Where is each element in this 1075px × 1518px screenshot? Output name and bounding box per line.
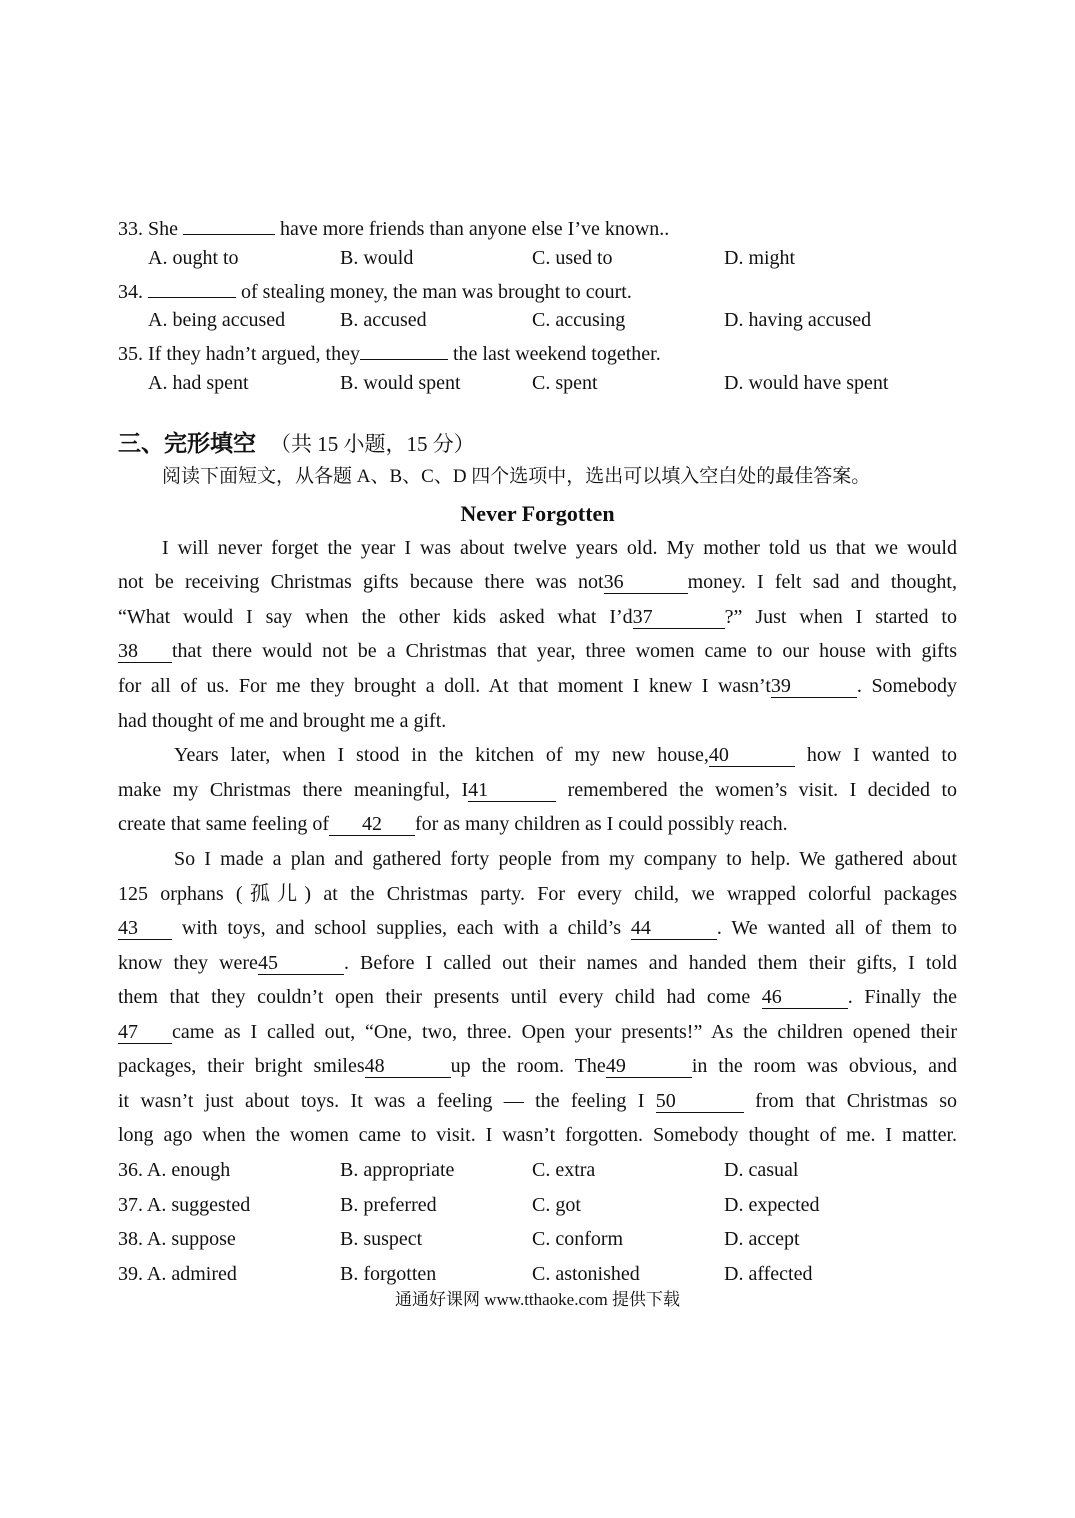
blank-40: 40 xyxy=(709,744,795,767)
passage-line xyxy=(118,880,957,908)
section-instruction: 阅读下面短文，从各题 A、B、C、D 四个选项中，选出可以填入空白处的最佳答案。 xyxy=(162,466,871,487)
section-title: 三、完形填空 xyxy=(118,431,256,456)
passage-text: “What would I say when the other kids asked what I’d xyxy=(118,606,633,628)
answer-38-option-d: D. accept xyxy=(724,1228,800,1250)
blank-48: 48 xyxy=(365,1055,451,1078)
question-34-option-b: B. accused xyxy=(340,309,427,331)
answer-38-option-c: C. conform xyxy=(532,1228,624,1250)
question-33 xyxy=(118,212,669,240)
question-33-option-d: D. might xyxy=(724,247,796,269)
passage-line xyxy=(174,845,957,873)
question-34-option-d: D. having accused xyxy=(724,309,872,331)
question-35-option-c: C. spent xyxy=(532,372,598,394)
passage-line xyxy=(118,914,957,942)
question-35-option-a: A. had spent xyxy=(148,372,249,394)
blank-46: 46 xyxy=(762,986,848,1009)
answer-36-option-c: C. extra xyxy=(532,1159,596,1181)
passage-text: long ago when the women came to visit. I wasn’t forgotten. Somebody thought of me. I matter. xyxy=(118,1124,957,1146)
passage-line xyxy=(118,1018,957,1046)
blank-41: 41 xyxy=(468,779,556,802)
question-35-blank xyxy=(360,337,448,360)
passage-line xyxy=(118,707,446,735)
answer-38-option-b: B. suspect xyxy=(340,1228,423,1250)
blank-49: 49 xyxy=(606,1055,692,1078)
question-33-stem-end: have more friends than anyone else I’ve known.. xyxy=(275,218,670,240)
answer-38-option-a: 38. A. suppose xyxy=(118,1228,236,1250)
passage-text: them that they couldn’t open their presents until every child had come xyxy=(118,986,762,1008)
question-34-stem-end: of stealing money, the man was brought to court. xyxy=(236,281,632,303)
answer-37-option-d: D. expected xyxy=(724,1194,820,1216)
blank-38: 38 xyxy=(118,640,172,663)
blank-44: 44 xyxy=(631,917,717,940)
passage-text: I will never forget the year I was about twelve years old. My mother told us that we would xyxy=(162,537,957,559)
answer-39-option-b: B. forgotten xyxy=(340,1263,437,1285)
passage-text: . We wanted all of them to xyxy=(716,917,957,939)
passage-line xyxy=(118,1052,957,1080)
blank-42: 42 xyxy=(329,813,415,836)
answer-36-option-a: 36. A. enough xyxy=(118,1159,231,1181)
passage-title: Never Forgotten xyxy=(460,501,615,526)
passage-text: . Somebody xyxy=(856,675,957,697)
passage-line xyxy=(162,534,957,562)
passage-text: money. I felt sad and thought, xyxy=(687,571,957,593)
passage-text: it wasn’t just about toys. It was a feeling — the feeling I xyxy=(118,1090,656,1112)
answer-37-option-a: 37. A. suggested xyxy=(118,1194,251,1216)
passage-line xyxy=(118,810,788,838)
question-34-stem-start: 34. xyxy=(118,281,148,303)
question-34 xyxy=(118,275,632,303)
question-35-option-d: D. would have spent xyxy=(724,372,889,394)
question-33-stem-start: 33. She xyxy=(118,218,183,240)
question-34-option-c: C. accusing xyxy=(532,309,626,331)
passage-line xyxy=(118,1121,957,1149)
passage-text: not be receiving Christmas gifts because there was not xyxy=(118,571,604,593)
question-35-stem-start: 35. If they hadn’t argued, they xyxy=(118,343,360,365)
passage-text: packages, their bright smiles xyxy=(118,1055,365,1077)
passage-line xyxy=(118,983,957,1011)
passage-text: create that same feeling of xyxy=(118,813,329,835)
question-34-option-a: A. being accused xyxy=(148,309,286,331)
passage-line xyxy=(118,603,957,631)
question-33-blank xyxy=(183,212,275,235)
passage-text: up the room. The xyxy=(450,1055,606,1077)
passage-text: So I made a plan and gathered forty people from my company to help. We gathered about xyxy=(174,848,957,870)
passage-text: 125 orphans (孤儿) at the Christmas party. For every child, we wrapped colorful packages xyxy=(118,883,957,905)
blank-50: 50 xyxy=(656,1090,744,1113)
question-34-blank xyxy=(148,275,236,298)
answer-36-option-d: D. casual xyxy=(724,1159,799,1181)
passage-text: . Before I called out their names and handed them their gifts, I told xyxy=(343,952,958,974)
passage-text: had thought of me and brought me a gift. xyxy=(118,710,447,732)
section-heading xyxy=(118,428,475,460)
answer-36-option-b: B. appropriate xyxy=(340,1159,455,1181)
blank-37: 37 xyxy=(633,606,725,629)
question-33-option-b: B. would xyxy=(340,247,414,269)
section-note: （共 15 小题，15 分） xyxy=(270,432,475,456)
blank-39: 39 xyxy=(771,675,857,698)
passage-text: from that Christmas so xyxy=(743,1090,958,1112)
question-35 xyxy=(118,337,661,365)
answer-37-option-b: B. preferred xyxy=(340,1194,437,1216)
passage-line xyxy=(118,637,957,665)
answer-39-option-a: 39. A. admired xyxy=(118,1263,237,1285)
passage-text: how I wanted to xyxy=(794,744,957,766)
passage-line xyxy=(118,776,957,804)
passage-text: make my Christmas there meaningful, I xyxy=(118,779,469,801)
blank-45: 45 xyxy=(258,952,344,975)
question-33-option-c: C. used to xyxy=(532,247,613,269)
passage-text: for all of us. For me they brought a doll. At that moment I knew I wasn’t xyxy=(118,675,771,697)
passage-line xyxy=(174,741,957,769)
passage-line xyxy=(118,949,957,977)
passage-text: that there would not be a Christmas that year, three women came to our house with gifts xyxy=(172,640,957,662)
passage-line xyxy=(118,1087,957,1115)
passage-text: remembered the women’s visit. I decided to xyxy=(556,779,957,801)
passage-line xyxy=(118,672,957,700)
footer-credit: 通通好课网 www.tthaoke.com 提供下载 xyxy=(394,1290,681,1309)
passage-text: came as I called out, “One, two, three. Open your presents!” As the children opened their xyxy=(172,1021,957,1043)
passage-text: Years later, when I stood in the kitchen of my new house, xyxy=(174,744,709,766)
passage-text: . Finally the xyxy=(847,986,958,1008)
passage-text: know they were xyxy=(118,952,258,974)
passage-text: for as many children as I could possibly reach. xyxy=(415,813,788,835)
passage-text: in the room was obvious, and xyxy=(691,1055,957,1077)
answer-39-option-d: D. affected xyxy=(724,1263,813,1285)
answer-37-option-c: C. got xyxy=(532,1194,581,1216)
passage-text: with toys, and school supplies, each with a child’s xyxy=(172,917,631,939)
question-33-option-a: A. ought to xyxy=(148,247,239,269)
blank-36: 36 xyxy=(604,571,688,594)
blank-43: 43 xyxy=(118,917,172,940)
passage-line xyxy=(118,568,957,596)
question-35-option-b: B. would spent xyxy=(340,372,461,394)
passage-text: ?” Just when I started to xyxy=(724,606,957,628)
question-35-stem-end: the last weekend together. xyxy=(447,343,661,365)
blank-47: 47 xyxy=(118,1021,172,1044)
answer-39-option-c: C. astonished xyxy=(532,1263,640,1285)
